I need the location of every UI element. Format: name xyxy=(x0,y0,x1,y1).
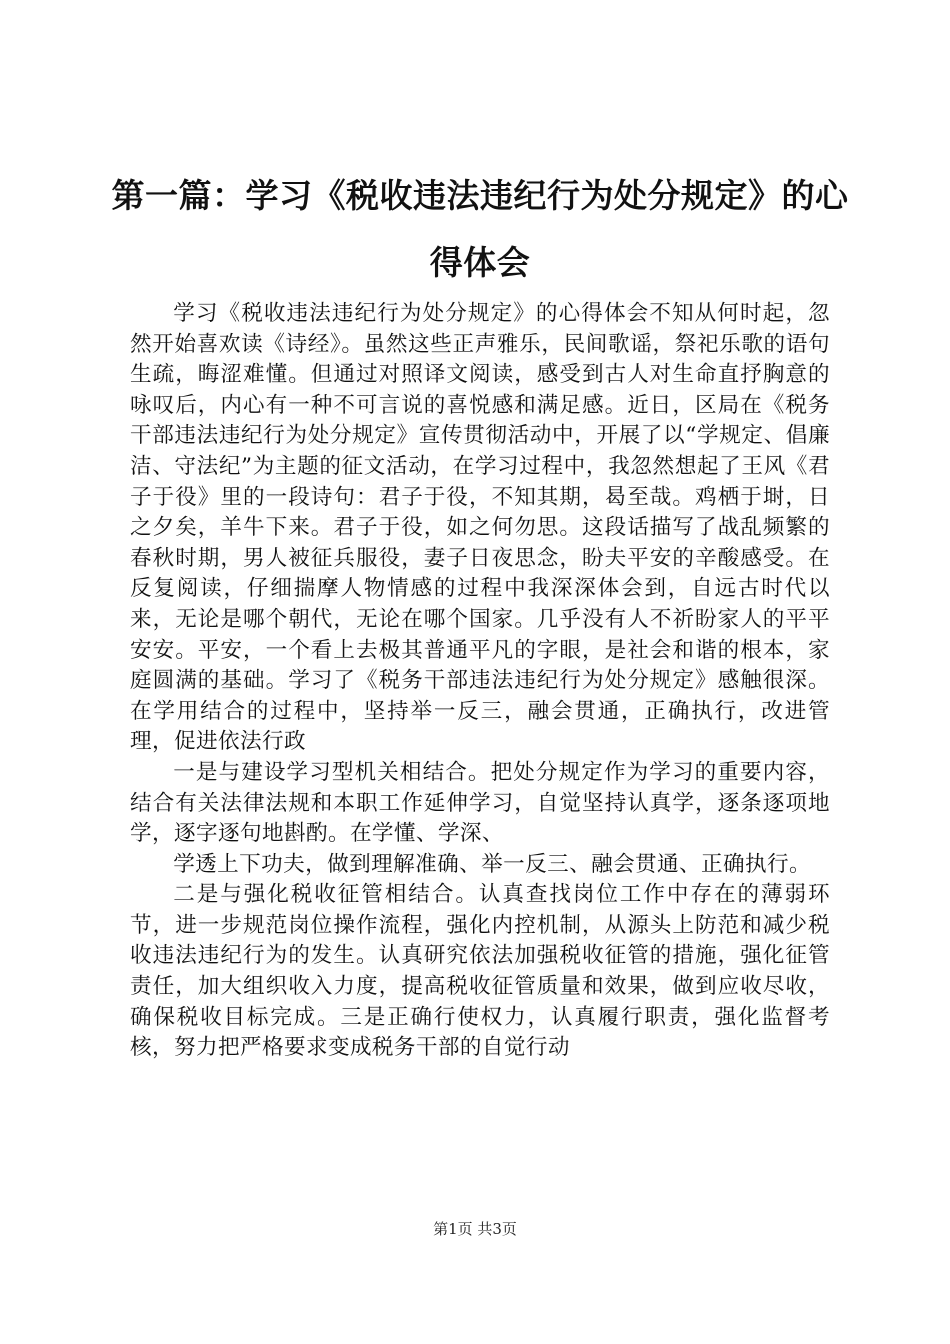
paragraph-point-two: 二是与强化税收征管相结合。认真查找岗位工作中存在的薄弱环节，进一步规范岗位操作流程，强化内控机制，从源头上防范和减少税收违法违纪行为的发生。认真研究依法加强税收征管的措施，强化征管责任，加大组织收入力度，提高税收征管质量和效果，做到应收尽收，确保税收目标完成。三是正确行使权力，认真履行职责，强化监督考核，努力把严格要求变成税务干部的自觉行动 xyxy=(130,882,830,1061)
page-number-footer: 第1页 共3页 xyxy=(433,1220,517,1238)
paragraph-intro: 学习《税收违法违纪行为处分规定》的心得体会不知从何时起，忽然开始喜欢读《诗经》。虽然这些正声雅乐，民间歌谣，祭祀乐歌的语句生疏，晦涩难懂。但通过对照译文阅读，感受到古人对生命直抒胸意的咏叹后，内心有一种不可言说的喜悦感和满足感。近日，区局在《税务干部违法违纪行为处分规定》宣传贯彻活动中，开展了以“学规定、倡廉洁、守法纪”为主题的征文活动，在学习过程中，我忽然想起了王风《君子于役》里的一段诗句：君子于役，不知其期，曷至哉。鸡栖于埘，日之夕矣，羊牛下来。君子于役，如之何勿思。这段话描写了战乱频繁的春秋时期，男人被征兵服役，妻子日夜思念，盼夫平安的辛酸感受。在反复阅读，仔细揣摩人物情感的过程中我深深体会到，自远古时代以来，无论是哪个朝代，无论在哪个国家。几乎没有人不祈盼家人的平平安安。平安，一个看上去极其普通平凡的字眼，是社会和谐的根本，家庭圆满的基础。学习了《税务干部违法违纪行为处分规定》感触很深。在学用结合的过程中，坚持举一反三，融会贯通，正确执行，改进管理，促进依法行政 xyxy=(130,301,830,755)
document-body xyxy=(130,299,830,1064)
paragraph-point-one: 一是与建设学习型机关相结合。把处分规定作为学习的重要内容，结合有关法律法规和本职工作延伸学习，自觉坚持认真学，逐条逐项地学，逐字逐句地斟酌。在学懂、学深、 xyxy=(130,759,830,847)
paragraph-point-one-continued: 学透上下功夫，做到理解准确、举一反三、融会贯通、正确执行。 xyxy=(173,851,812,877)
document-title: 第一篇：学习《税收违法违纪行为处分规定》的心得体会 xyxy=(111,176,849,282)
